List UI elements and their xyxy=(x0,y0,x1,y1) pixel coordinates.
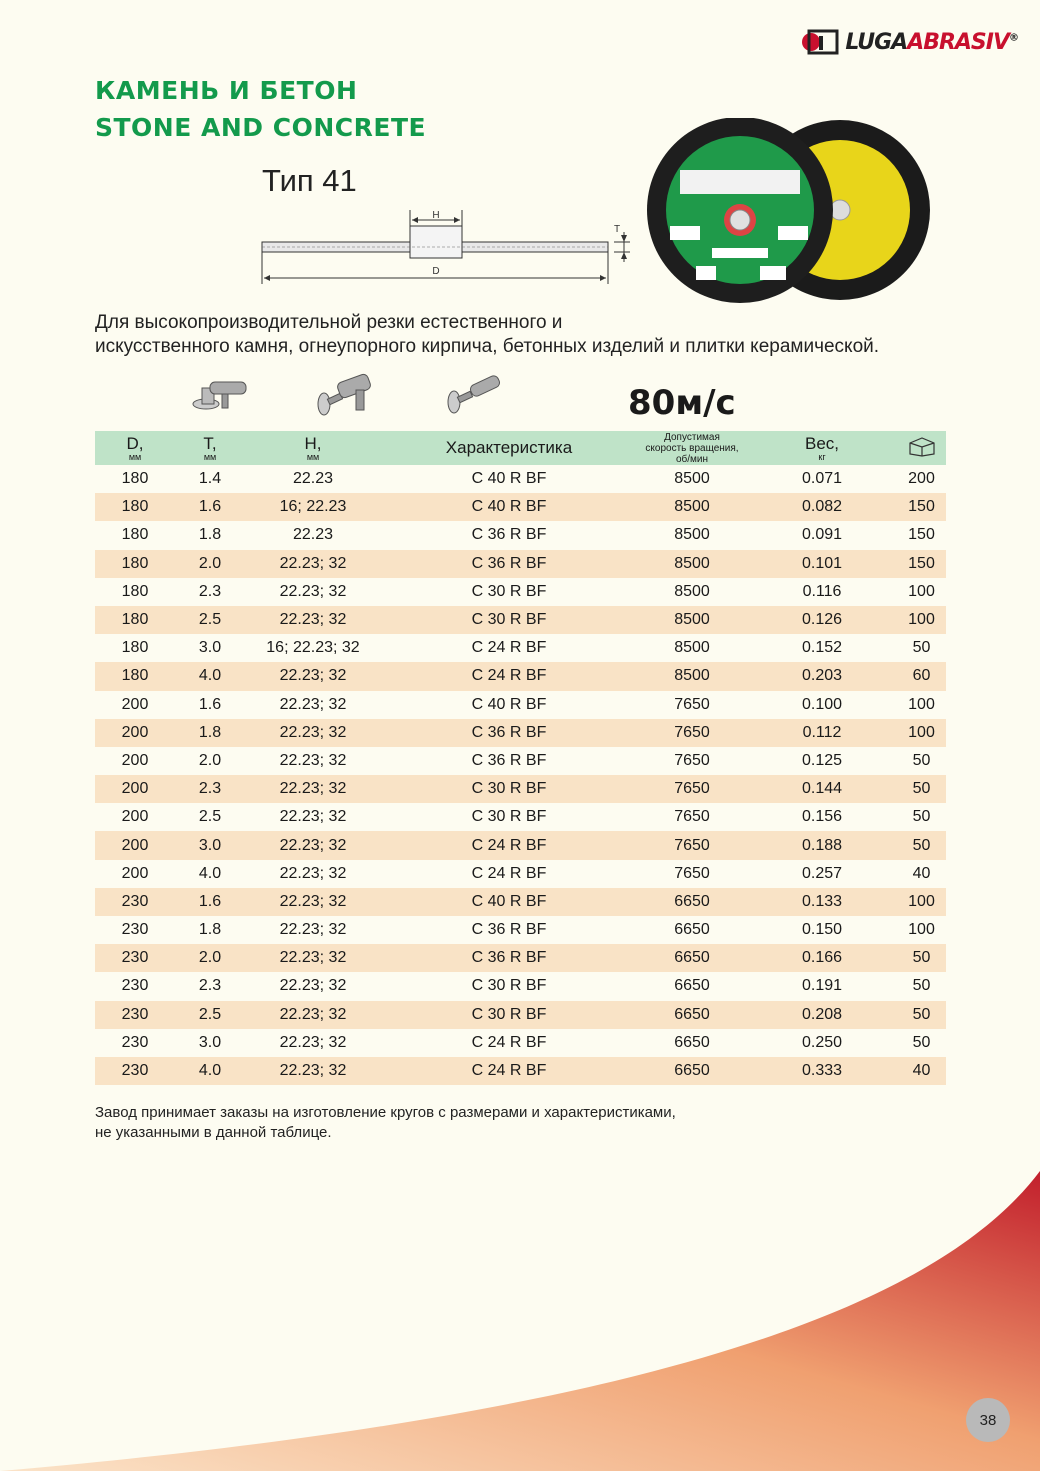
footnote xyxy=(95,1103,676,1143)
cell-max-rpm: 6650 xyxy=(674,921,710,939)
cell-pack-qty: 100 xyxy=(908,892,935,910)
col-characteristic: Характеристика xyxy=(445,438,573,457)
table-row xyxy=(95,747,946,775)
cell-diameter: 180 xyxy=(121,611,149,629)
cell-pack-qty: 150 xyxy=(908,526,935,544)
cell-characteristic: С 24 R BF xyxy=(471,667,547,685)
cell-thickness: 1.6 xyxy=(198,498,222,516)
table-row xyxy=(95,831,946,859)
cell-pack-qty: 50 xyxy=(912,977,931,995)
cell-weight: 0.333 xyxy=(801,1062,843,1080)
table-row xyxy=(95,578,946,606)
cell-bore: 22.23 xyxy=(292,470,334,488)
table-row xyxy=(95,916,946,944)
table-row xyxy=(95,634,946,662)
cut-off-wheel-product-image xyxy=(640,118,940,308)
cell-weight: 0.100 xyxy=(801,695,843,713)
cell-characteristic: С 36 R BF xyxy=(471,921,547,939)
cell-pack-qty: 50 xyxy=(912,949,931,967)
cell-max-rpm: 6650 xyxy=(674,892,710,910)
cell-pack-qty: 50 xyxy=(912,780,931,798)
cell-weight: 0.203 xyxy=(801,667,843,685)
cell-characteristic: С 24 R BF xyxy=(471,864,547,882)
cell-pack-qty: 100 xyxy=(908,723,935,741)
cell-max-rpm: 6650 xyxy=(674,1062,710,1080)
cell-bore: 16; 22.23 xyxy=(279,498,347,516)
package-box-icon xyxy=(907,435,937,457)
cell-characteristic: С 36 R BF xyxy=(471,526,547,544)
cell-max-rpm: 8500 xyxy=(674,470,710,488)
table-header-row xyxy=(95,431,946,465)
cell-diameter: 200 xyxy=(121,695,149,713)
intro-paragraph xyxy=(95,311,879,359)
table-row xyxy=(95,1029,946,1057)
type-label: Тип 41 xyxy=(262,163,357,198)
cell-thickness: 2.3 xyxy=(198,977,222,995)
cell-bore: 22.23; 32 xyxy=(279,808,347,826)
col-diameter: D, мм xyxy=(126,433,144,462)
cell-weight: 0.133 xyxy=(801,892,843,910)
cell-bore: 22.23; 32 xyxy=(279,723,347,741)
cell-weight: 0.126 xyxy=(801,611,843,629)
table-row xyxy=(95,803,946,831)
cell-characteristic: С 40 R BF xyxy=(471,695,547,713)
cell-max-rpm: 7650 xyxy=(674,723,710,741)
cell-max-rpm: 8500 xyxy=(674,611,710,629)
page-number: 38 xyxy=(966,1398,1010,1442)
cell-diameter: 180 xyxy=(121,470,149,488)
cell-diameter: 200 xyxy=(121,723,149,741)
cell-bore: 22.23; 32 xyxy=(279,977,347,995)
cell-thickness: 2.0 xyxy=(198,554,222,572)
cell-max-rpm: 8500 xyxy=(674,582,710,600)
table-row xyxy=(95,888,946,916)
cell-weight: 0.125 xyxy=(801,751,843,769)
cell-characteristic: С 24 R BF xyxy=(471,836,547,854)
cell-bore: 22.23; 32 xyxy=(279,921,347,939)
cell-max-rpm: 7650 xyxy=(674,808,710,826)
dim-d-label: D xyxy=(432,266,440,277)
footnote-line: Завод принимает заказы на изготовление кругов с размерами и характеристиками, xyxy=(95,1104,676,1121)
table-row xyxy=(95,775,946,803)
cell-characteristic: С 30 R BF xyxy=(471,780,547,798)
cell-thickness: 4.0 xyxy=(198,667,222,685)
cell-diameter: 180 xyxy=(121,582,149,600)
cell-bore: 22.23 xyxy=(292,526,334,544)
cell-thickness: 2.5 xyxy=(198,1005,222,1023)
cell-weight: 0.082 xyxy=(801,498,843,516)
cell-weight: 0.150 xyxy=(801,921,843,939)
cell-pack-qty: 150 xyxy=(908,554,935,572)
cell-bore: 22.23; 32 xyxy=(279,695,347,713)
cell-pack-qty: 200 xyxy=(908,470,935,488)
cell-diameter: 180 xyxy=(121,667,149,685)
cell-thickness: 2.3 xyxy=(198,582,222,600)
wheel-profile-diagram xyxy=(258,206,638,286)
cell-max-rpm: 7650 xyxy=(674,751,710,769)
cell-characteristic: С 30 R BF xyxy=(471,1005,547,1023)
cell-diameter: 230 xyxy=(121,892,149,910)
cell-pack-qty: 50 xyxy=(912,639,931,657)
cell-thickness: 1.8 xyxy=(198,921,222,939)
cell-bore: 22.23; 32 xyxy=(279,751,347,769)
cell-characteristic: С 36 R BF xyxy=(471,723,547,741)
cell-thickness: 1.8 xyxy=(198,723,222,741)
cell-thickness: 1.6 xyxy=(198,892,222,910)
cell-weight: 0.250 xyxy=(801,1033,843,1051)
table-row xyxy=(95,1057,946,1085)
cell-weight: 0.152 xyxy=(801,639,843,657)
cell-bore: 22.23; 32 xyxy=(279,1005,347,1023)
cell-pack-qty: 100 xyxy=(908,582,935,600)
cell-pack-qty: 50 xyxy=(912,808,931,826)
cell-diameter: 230 xyxy=(121,949,149,967)
brand-logo xyxy=(801,28,1018,56)
cell-bore: 22.23; 32 xyxy=(279,864,347,882)
col-thickness: T, мм xyxy=(203,433,217,462)
cell-thickness: 3.0 xyxy=(198,836,222,854)
cell-diameter: 200 xyxy=(121,780,149,798)
cell-diameter: 230 xyxy=(121,977,149,995)
cell-diameter: 180 xyxy=(121,526,149,544)
cell-pack-qty: 40 xyxy=(912,1062,931,1080)
cell-weight: 0.116 xyxy=(802,582,842,600)
cell-pack-qty: 50 xyxy=(912,836,931,854)
cell-characteristic: С 40 R BF xyxy=(471,892,547,910)
cell-characteristic: С 40 R BF xyxy=(471,470,547,488)
cell-max-rpm: 8500 xyxy=(674,667,710,685)
table-row xyxy=(95,719,946,747)
table-row xyxy=(95,691,946,719)
cell-thickness: 2.0 xyxy=(198,949,222,967)
table-row xyxy=(95,1001,946,1029)
cell-characteristic: С 36 R BF xyxy=(471,554,547,572)
cell-weight: 0.071 xyxy=(801,470,843,488)
cell-max-rpm: 6650 xyxy=(674,1005,710,1023)
cell-diameter: 200 xyxy=(121,864,149,882)
cell-bore: 22.23; 32 xyxy=(279,667,347,685)
cell-bore: 22.23; 32 xyxy=(279,1033,347,1051)
cell-characteristic: С 24 R BF xyxy=(471,1062,547,1080)
cell-thickness: 1.4 xyxy=(198,470,222,488)
cell-bore: 22.23; 32 xyxy=(279,836,347,854)
cell-bore: 22.23; 32 xyxy=(279,1062,347,1080)
cell-characteristic: С 30 R BF xyxy=(471,977,547,995)
cell-max-rpm: 6650 xyxy=(674,1033,710,1051)
cell-thickness: 2.5 xyxy=(198,808,222,826)
cell-weight: 0.188 xyxy=(801,836,843,854)
cell-thickness: 1.6 xyxy=(198,695,222,713)
page-title-ru: КАМЕНЬ И БЕТОН xyxy=(95,76,358,105)
cell-characteristic: С 36 R BF xyxy=(471,751,547,769)
table-row xyxy=(95,944,946,972)
straight-grinder-icon xyxy=(310,370,380,420)
cell-diameter: 200 xyxy=(121,808,149,826)
cell-diameter: 180 xyxy=(121,498,149,516)
corner-swoosh xyxy=(0,1171,1040,1471)
cell-characteristic: С 40 R BF xyxy=(471,498,547,516)
cell-bore: 22.23; 32 xyxy=(279,582,347,600)
dim-t-label: T xyxy=(614,224,621,235)
table-row xyxy=(95,860,946,888)
cell-weight: 0.156 xyxy=(801,808,843,826)
cell-characteristic: С 24 R BF xyxy=(471,639,547,657)
brand-wordmark: LUGAABRASIV® xyxy=(845,29,1018,55)
col-weight: Вес, кг xyxy=(804,433,840,462)
cell-characteristic: С 30 R BF xyxy=(471,808,547,826)
cell-max-rpm: 8500 xyxy=(674,498,710,516)
cell-pack-qty: 40 xyxy=(912,864,931,882)
cell-weight: 0.166 xyxy=(801,949,843,967)
cell-weight: 0.191 xyxy=(801,977,843,995)
cell-weight: 0.091 xyxy=(801,526,843,544)
cell-diameter: 200 xyxy=(121,836,149,854)
table-row xyxy=(95,465,946,493)
cell-diameter: 230 xyxy=(121,1005,149,1023)
col-pack-qty xyxy=(897,431,946,465)
cell-characteristic: С 24 R BF xyxy=(471,1033,547,1051)
cell-bore: 22.23; 32 xyxy=(279,554,347,572)
cell-weight: 0.257 xyxy=(801,864,843,882)
table-row xyxy=(95,550,946,578)
table-row xyxy=(95,972,946,1000)
cell-diameter: 230 xyxy=(121,921,149,939)
cell-thickness: 3.0 xyxy=(198,639,222,657)
cell-characteristic: С 30 R BF xyxy=(471,582,547,600)
cell-diameter: 180 xyxy=(121,639,149,657)
cell-max-rpm: 8500 xyxy=(674,526,710,544)
specs-table xyxy=(95,431,946,1085)
cell-thickness: 2.3 xyxy=(198,780,222,798)
cell-max-rpm: 7650 xyxy=(674,695,710,713)
cell-thickness: 2.0 xyxy=(198,751,222,769)
cell-max-rpm: 8500 xyxy=(674,639,710,657)
cell-thickness: 4.0 xyxy=(198,1062,222,1080)
cell-diameter: 230 xyxy=(121,1033,149,1051)
cell-pack-qty: 50 xyxy=(912,1033,931,1051)
cell-diameter: 180 xyxy=(121,554,149,572)
table-row xyxy=(95,521,946,549)
cell-max-rpm: 7650 xyxy=(674,780,710,798)
col-bore: H, мм xyxy=(304,433,322,462)
cell-thickness: 3.0 xyxy=(198,1033,222,1051)
cell-max-rpm: 8500 xyxy=(674,554,710,572)
cell-thickness: 1.8 xyxy=(198,526,222,544)
cell-bore: 22.23; 32 xyxy=(279,780,347,798)
cell-bore: 16; 22.23; 32 xyxy=(266,639,360,657)
cell-pack-qty: 100 xyxy=(908,611,935,629)
peripheral-speed: 80м/с xyxy=(628,383,736,423)
cell-characteristic: С 30 R BF xyxy=(471,611,547,629)
intro-line: Для высокопроизводительной резки естественного и xyxy=(95,312,563,333)
cell-max-rpm: 6650 xyxy=(674,949,710,967)
table-row xyxy=(95,606,946,634)
cell-pack-qty: 100 xyxy=(908,695,935,713)
cell-characteristic: С 36 R BF xyxy=(471,949,547,967)
cell-pack-qty: 50 xyxy=(912,751,931,769)
cell-pack-qty: 150 xyxy=(908,498,935,516)
cell-bore: 22.23; 32 xyxy=(279,611,347,629)
dim-h-label: H xyxy=(432,210,440,221)
cell-bore: 22.23; 32 xyxy=(279,892,347,910)
table-row xyxy=(95,662,946,690)
col-max-rpm: Допустимая скорость вращения, об/мин xyxy=(645,431,739,465)
cell-weight: 0.112 xyxy=(802,723,842,741)
cell-diameter: 230 xyxy=(121,1062,149,1080)
cell-pack-qty: 50 xyxy=(912,1005,931,1023)
cell-max-rpm: 7650 xyxy=(674,836,710,854)
cell-pack-qty: 60 xyxy=(912,667,931,685)
cell-max-rpm: 6650 xyxy=(674,977,710,995)
page-title-en: STONE AND CONCRETE xyxy=(95,113,427,142)
drill-attachment-icon xyxy=(440,370,510,420)
intro-line: искусственного камня, огнеупорного кирпича, бетонных изделий и плитки керамической. xyxy=(95,336,880,357)
cell-weight: 0.101 xyxy=(801,554,843,572)
cell-thickness: 4.0 xyxy=(198,864,222,882)
cell-diameter: 200 xyxy=(121,751,149,769)
cell-max-rpm: 7650 xyxy=(674,864,710,882)
cell-weight: 0.208 xyxy=(801,1005,843,1023)
cell-weight: 0.144 xyxy=(801,780,843,798)
cell-thickness: 2.5 xyxy=(198,611,222,629)
cell-bore: 22.23; 32 xyxy=(279,949,347,967)
table-row xyxy=(95,493,946,521)
cell-pack-qty: 100 xyxy=(908,921,935,939)
logo-emblem-icon xyxy=(801,28,841,56)
angle-grinder-icon xyxy=(188,370,258,420)
footnote-line: не указанными в данной таблице. xyxy=(95,1124,332,1141)
